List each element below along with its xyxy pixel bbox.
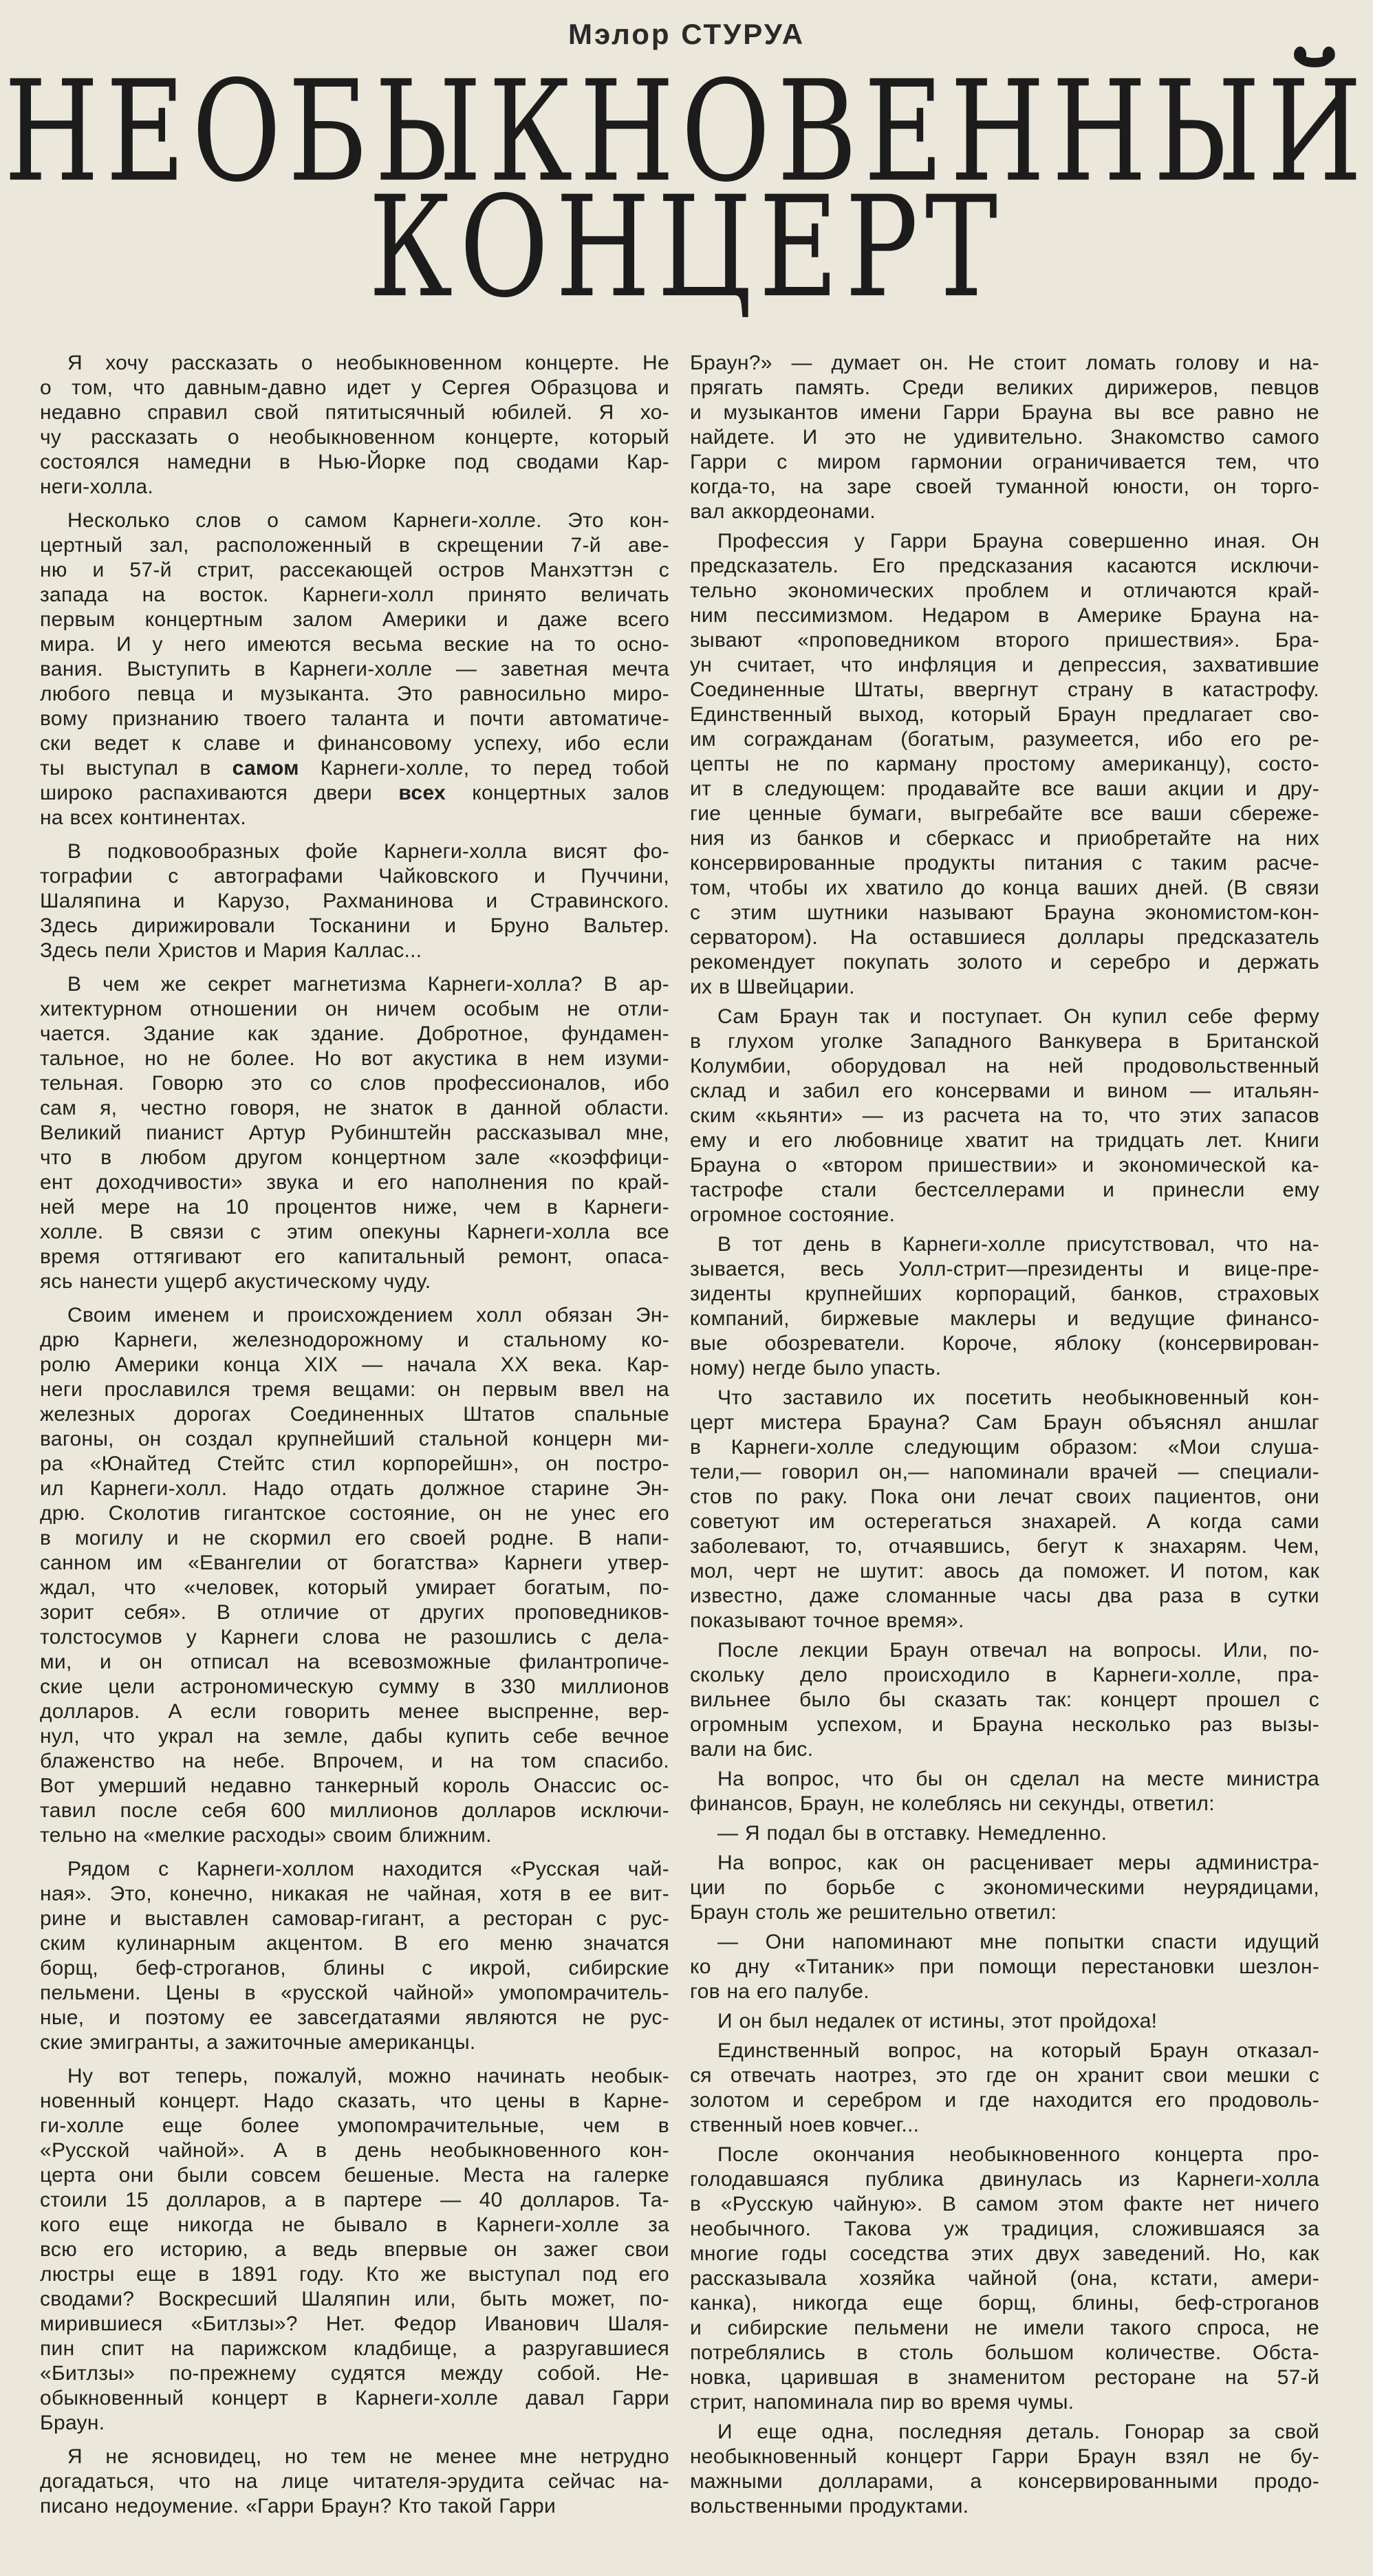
paragraph [690, 1851, 1319, 1925]
paragraph [40, 2445, 669, 2519]
text-line: догадаться, что на лице читателя-эрудита сейчас на- [40, 2470, 669, 2493]
paragraph [40, 2064, 669, 2436]
text-line: ные, и поэтому ее завсегдатаями являются не рус- [40, 2006, 669, 2029]
text-line: Брауна о «втором пришествии» и экономической ка- [690, 1154, 1319, 1177]
text-line: прягать память. Среди великих дирижеров, певцов [690, 376, 1319, 399]
paragraph [690, 2143, 1319, 2415]
text-line: чу рассказать о необыкновенном концерте, который [40, 426, 669, 449]
text-line: их в Швейцарии. [690, 976, 855, 998]
text-line: гов на его палубе. [690, 1980, 869, 2003]
text-line: Единственный выход, который Браун предлагает сво- [690, 703, 1319, 726]
text-line: серватором). На оставшиеся доллары предсказатель [690, 926, 1319, 949]
title-text-line-2: КОНЦЕРТ [368, 167, 1005, 329]
paragraph [40, 1857, 669, 2055]
paragraph [690, 2009, 1319, 2034]
text-line: в Карнеги-холле следующим образом: «Мои слуша- [690, 1436, 1319, 1459]
paragraph [690, 2039, 1319, 2138]
text-line: предсказатель. Его предсказания касаются исключи- [690, 555, 1319, 577]
text-line: вольственными продуктами. [690, 2495, 969, 2518]
text-line: Браун?» — думает он. Не стоит ломать голову и на- [690, 352, 1319, 374]
text-line: ским кулинарным акцентом. В его меню значатся [40, 1932, 669, 1955]
text-line: кого еще никогда не бывало в Карнеги-холле за [40, 2213, 669, 2236]
text-line: — Я подал бы в отставку. Немедленно. [717, 1822, 1107, 1845]
text-line: в глухом уголке Западного Ванкувера в Британской [690, 1030, 1319, 1053]
text-line: заболевают, то, отчаявшись, бегут к знахарям. Чем, [690, 1535, 1319, 1558]
text-line: ния из банков и сберкасс и приобретайте на них [690, 827, 1319, 850]
text-line: ски ведет к славе и финансовому успеху, ибо если [40, 732, 669, 755]
text-line: Соединенные Штаты, ввергнут страну в катастрофу. [690, 678, 1319, 701]
text-line: На вопрос, как он расценивает меры администра- [717, 1852, 1319, 1874]
text-line: ко дну «Титаник» при помощи перестановки шезлон- [690, 1955, 1319, 1978]
text-line: ясь нанести ущерб акустическому чуду. [40, 1270, 431, 1293]
text-line: писано недоумение. «Гарри Браун? Кто такой Гарри [40, 2495, 556, 2518]
text-line: Великий пианист Артур Рубинштейн рассказывал мне, [40, 1121, 669, 1144]
text-line: известно, даже сломанные часы два раза в сутки [690, 1585, 1319, 1607]
text-line: толстосумов у Карнеги слова не разошлись с дела- [40, 1626, 669, 1649]
text-line: И еще одна, последняя деталь. Гонорар за свой [717, 2421, 1319, 2443]
text-line: им согражданам (богатым, разумеется, ибо его ре- [690, 728, 1319, 751]
text-line: ми, и он отписал на всевозможные филантропиче- [40, 1651, 669, 1673]
text-line: ты выступал в самом Карнеги-холле, то перед тобой [40, 757, 669, 780]
text-line: стов по раку. Пока они лечат своих пациентов, они [690, 1485, 1319, 1508]
text-line: Вот умерший недавно танкерный король Онассис ос- [40, 1774, 669, 1797]
text-line: В чем же секрет магнетизма Карнеги-холла? В ар- [67, 973, 669, 996]
text-line: в «Русскую чайную». В самом этом факте нет ничего [690, 2193, 1319, 2215]
text-line: компаний, биржевые маклеры и ведущие финансо- [690, 1307, 1319, 1330]
text-line: тели,— говорил он,— напоминали врачей — специали- [690, 1461, 1319, 1483]
text-line: мирившиеся «Битлзы»? Нет. Федор Иванович Шаля- [40, 2312, 669, 2335]
text-line: гие ценные бумаги, выгребайте все ваши сбереже- [690, 802, 1319, 825]
text-line: Несколько слов о самом Карнеги-холле. Это кон- [67, 509, 669, 532]
text-line: канка), никогда еще борщ, блины, беф-строганов [690, 2292, 1319, 2315]
paragraph [690, 1232, 1319, 1381]
paragraph [690, 1821, 1319, 1846]
text-line: И он был недалек от истины, этот пройдоха! [717, 2010, 1158, 2032]
text-line: «Битлзы» по-прежнему судятся между собой. Не- [40, 2362, 669, 2385]
paragraph [690, 1638, 1319, 1762]
text-line: ему и его любовнице хватит на тридцать лет. Книги [690, 1129, 1319, 1152]
text-line: в могилу и не скормил его своей родне. В напи- [40, 1527, 669, 1549]
text-line: Ну вот теперь, пожалуй, можно начинать необык- [67, 2065, 669, 2087]
text-line: церта они были совсем бешеные. Места на галерке [40, 2164, 669, 2187]
text-line: В тот день в Карнеги-холле присутствовал, что на- [717, 1233, 1319, 1256]
text-line: зиденты крупнейших корпораций, банков, страховых [690, 1282, 1319, 1305]
text-line: вали на бис. [690, 1738, 814, 1761]
text-line: чается. Здание как здание. Добротное, фундамен- [40, 1022, 669, 1045]
text-line: ная». Это, конечно, никакая не чайная, хотя в ее вит- [40, 1882, 669, 1905]
text-line: тавил после себя 600 миллионов долларов исключи- [40, 1799, 669, 1822]
text-line: зорит себя». В отличие от других проповедников- [40, 1601, 669, 1624]
text-line: тельно на «мелкие расходы» своим ближним. [40, 1824, 492, 1847]
text-line: ским «кьянти» — из расчета на то, что этих запасов [690, 1104, 1319, 1127]
text-line: блаженство на небе. Впрочем, и на том спасибо. [40, 1750, 669, 1772]
text-line: — Они напоминают мне попытки спасти идущий [717, 1931, 1319, 1953]
text-line: ним пессимизмом. Недаром в Америке Брауна на- [690, 604, 1319, 627]
text-line: стрит, напоминала пир во время чумы. [690, 2391, 1074, 2414]
text-line: Единственный вопрос, на который Браун отказал- [717, 2039, 1319, 2062]
text-line: тальное, но не более. Но вот акустика в нем изуми- [40, 1047, 669, 1070]
text-line: Браун столь же решительно ответил: [690, 1901, 1057, 1924]
text-line: ному) негде было упасть. [690, 1357, 942, 1380]
paragraph [690, 529, 1319, 1000]
paragraph [40, 1303, 669, 1848]
text-line: ил Карнеги-холл. Надо отдать должное старине Эн- [40, 1477, 669, 1500]
text-line: ственный ноев ковчег... [690, 2114, 920, 2136]
text-line: борщ, беф-строганов, блины с икрой, сибирские [40, 1957, 669, 1979]
author-byline: Мэлор СТУРУА [567, 18, 806, 50]
text-line: Шаляпина и Карузо, Рахманинова и Стравинского. [40, 890, 669, 912]
text-line: стоили 15 долларов, а в партере — 40 долларов. Та- [40, 2189, 669, 2211]
text-line: состоялся намедни в Нью-Йорке под сводами Кар- [40, 451, 669, 473]
text-line: дрю. Сколотив гигантское состояние, он не унес его [40, 1502, 669, 1525]
text-line: рине и выставлен самовар-гигант, а ресторан с рус- [40, 1907, 669, 1930]
text-line: мира. И у него имеются весьма веские на то осно- [40, 633, 669, 656]
text-line: пин спит на парижском кладбище, а разругавшиеся [40, 2337, 669, 2360]
text-line: запада на восток. Карнеги-холл принято величать [40, 583, 669, 606]
article-body [0, 351, 1373, 2528]
text-line: Профессия у Гарри Брауна совершенно иная. Он [717, 530, 1319, 552]
text-line: многие годы соседства этих двух заведений. Но, как [690, 2242, 1319, 2265]
text-line: и музыкантов имени Гарри Брауна вы все равно не [690, 401, 1319, 424]
text-line: На вопрос, что бы он сделал на месте министра [717, 1768, 1319, 1790]
text-line: ции по борьбе с экономическими неурядицами, [690, 1876, 1319, 1899]
text-line: Я не ясновидец, но тем не менее мне нетрудно [67, 2445, 669, 2468]
text-line: ждал, что «человек, который умирает богатым, по- [40, 1576, 669, 1599]
text-line: новка, царившая в знаменитом ресторане на 57-й [690, 2366, 1319, 2389]
text-line: что в любом другом концертном зале «коэффици- [40, 1146, 669, 1169]
text-line: ент доходчивости» звука и его наполнения по край- [40, 1171, 669, 1194]
text-line: Своим именем и происхождением холл обязан Эн- [67, 1304, 669, 1327]
text-line: тельная. Говорю это со слов профессионалов, ибо [40, 1072, 669, 1095]
paragraph [690, 1386, 1319, 1633]
text-line: вал аккордеонами. [690, 500, 876, 523]
text-line: ся отвечать наотрез, это где он хранит свои мешки с [690, 2064, 1319, 2087]
text-line: голодавшаяся публика двинулась из Карнеги-холла [690, 2168, 1319, 2191]
text-line: ские цели астрономическую сумму в 330 миллионов [40, 1675, 669, 1698]
text-line: рекомендует покупать золото и серебро и держать [690, 951, 1319, 974]
title-text-line-1: НЕОБЫКНОВЕННЫЙ [3, 51, 1370, 213]
text-line: Сам Браун так и поступает. Он купил себе ферму [717, 1005, 1319, 1028]
text-line: о том, что давным-давно идет у Сергея Образцова и [40, 376, 669, 399]
text-line: дрю Карнеги, железнодорожному и стальному ко- [40, 1329, 669, 1351]
article-title [0, 51, 1373, 329]
paragraph [40, 972, 669, 1294]
text-line: сводами? Воскресший Шаляпин или, быть может, по- [40, 2288, 669, 2310]
text-line: Здесь дирижировали Тосканини и Бруно Вальтер. [40, 914, 669, 937]
text-line: Браун. [40, 2412, 105, 2434]
text-line: Я хочу рассказать о необыкновенном концерте. Не [67, 352, 669, 374]
text-line: зывают «проповедником второго пришествия». Бра- [690, 629, 1319, 652]
text-line: необыкновенный концерт Гарри Браун взял не бу- [690, 2445, 1319, 2468]
text-line: Колумбии, оборудовал на ней продовольственный [690, 1055, 1319, 1077]
paragraph [690, 2420, 1319, 2519]
text-line: всю его историю, а ведь впервые он зажег свои [40, 2238, 669, 2261]
text-line: неги-холла. [40, 475, 153, 498]
text-line: недавно справил свой пятитысячный юбилей. Я хо- [40, 401, 669, 424]
text-line: ролю Америки конца XIX — начала XX века. Кар- [40, 1353, 669, 1376]
text-line: После лекции Браун отвечал на вопросы. Или, по- [717, 1639, 1319, 1662]
text-line: время оттягивают его капитальный ремонт, опаса- [40, 1245, 669, 1268]
text-line: показывают точное время». [690, 1609, 964, 1632]
text-line: вильнее было бы сказать так: концерт прошел с [690, 1688, 1319, 1711]
text-line: сам я, честно говоря, не знаток в данной области. [40, 1097, 669, 1119]
text-line: и сибирские пельмени не имели такого спроса, не [690, 2317, 1319, 2339]
text-line: вагоны, он создал крупнейший стальной концерн ми- [40, 1428, 669, 1450]
text-line: обыкновенный концерт в Карнеги-холле давал Гарри [40, 2387, 669, 2409]
text-line: Что заставило их посетить необыкновенный кон- [717, 1386, 1319, 1409]
text-line: нул, что украл на земле, дабы купить себе вечное [40, 1725, 669, 1748]
text-line: санном им «Евангелии от богатства» Карнеги утвер- [40, 1552, 669, 1574]
left-column [40, 351, 669, 2528]
text-line: ней мере на 10 процентов ниже, чем в Карнеги- [40, 1196, 669, 1219]
text-line: зывается, весь Уолл-стрит—президенты и вице-пре- [690, 1258, 1319, 1280]
text-line: Здесь пели Христов и Мария Каллас... [40, 939, 422, 962]
text-line: склад и забил его консервами и вином — итальян- [690, 1080, 1319, 1102]
text-line: рассказывала хозяйка чайной (она, кстати, амери- [690, 2267, 1319, 2290]
text-line: железных дорогах Соединенных Штатов спальные [40, 1403, 669, 1426]
text-line: золотом и серебром и где находится его продоволь- [690, 2089, 1319, 2112]
text-line: новенный концерт. Надо сказать, что цены в Карне- [40, 2090, 669, 2112]
text-line: вания. Выступить в Карнеги-холле — заветная мечта [40, 658, 669, 680]
text-line: холле. В связи с этим опекуны Карнеги-холла все [40, 1221, 669, 1243]
text-line: долларов. А если говорить менее выспренне, вер- [40, 1700, 669, 1723]
text-line: хитектурном отношении он ничем особым не отли- [40, 998, 669, 1020]
text-line: пельмени. Цены в «русской чайной» умопомрачитель- [40, 1982, 669, 2004]
text-line: том, чтобы их хватило до конца ваших дней. (В связи [690, 877, 1319, 899]
text-line: ра «Юнайтед Стейтс стил корпорейшн», он постро- [40, 1452, 669, 1475]
text-line: на всех континентах. [40, 806, 247, 829]
text-line: люстры еще в 1891 году. Кто же выступал под его [40, 2263, 669, 2286]
text-line: советуют им остерегаться знахарей. А когда сами [690, 1510, 1319, 1533]
text-line: любого певца и музыканта. Это равносильно миро- [40, 683, 669, 705]
text-line: финансов, Браун, не колеблясь ни секунды, ответил: [690, 1792, 1215, 1815]
text-line: цертный зал, расположенный в скрещении 7-й аве- [40, 534, 669, 557]
text-line: необычного. Такова уж традиция, сложившаяся за [690, 2218, 1319, 2240]
text-line: потреблялись в столь большом количестве. Обста- [690, 2341, 1319, 2364]
text-line: После окончания необыкновенного концерта про- [717, 2143, 1319, 2166]
text-line: консервированные продукты питания с таким расче- [690, 852, 1319, 874]
text-line: ню и 57-й стрит, рассекающей остров Манхэттэн с [40, 559, 669, 581]
text-line: ун считает, что инфляция и депрессия, захватившие [690, 654, 1319, 676]
text-line: ит в следующем: продавайте все ваши акции и дру- [690, 777, 1319, 800]
text-line: огромным успехом, и Брауна несколько раз вызы- [690, 1713, 1319, 1736]
paragraph [40, 839, 669, 963]
text-line: Рядом с Карнеги-холлом находится «Русская чай- [67, 1858, 669, 1880]
paragraph [40, 508, 669, 830]
paragraph [690, 1005, 1319, 1227]
paragraph [690, 351, 1319, 524]
text-line: «Русской чайной». А в день необыкновенного кон- [40, 2139, 669, 2162]
text-line: ги-холле еще более умопомрачительные, чем в [40, 2114, 669, 2137]
text-line: тельно экономических проблем и отличаются край- [690, 579, 1319, 602]
text-line: с этим шутники называют Брауна экономистом-кон- [690, 901, 1319, 924]
text-line: первым концертным залом Америки и даже всего [40, 608, 669, 631]
text-line: тастрофе стали бестселлерами и принесли ему [690, 1179, 1319, 1201]
paragraph [690, 1767, 1319, 1816]
text-line: мол, черт не шутит: авось да поможет. И потом, как [690, 1560, 1319, 1582]
text-line: ские эмигранты, а зажиточные американцы. [40, 2031, 476, 2054]
text-line: вые обозреватели. Короче, яблоку (консервирован- [690, 1332, 1319, 1355]
text-line: В подковообразных фойе Карнеги-холла висят фо- [67, 840, 669, 863]
text-line: церт мистера Брауна? Сам Браун объяснял аншлаг [690, 1411, 1319, 1434]
text-line: найдете. И это не удивительно. Знакомство самого [690, 426, 1319, 449]
text-line: цепты не по карману простому американцу), состо- [690, 753, 1319, 775]
text-line: вому признанию твоего таланта и почти автоматиче- [40, 707, 669, 730]
text-line: тографии с автографами Чайковского и Пуччини, [40, 865, 669, 888]
text-line: огромное состояние. [690, 1203, 896, 1226]
text-line: мажными долларами, а консервированными продо- [690, 2470, 1319, 2493]
text-line: Гарри с миром гармонии ограничивается тем, что [690, 451, 1319, 473]
text-line: скольку дело происходило в Карнеги-холле, пра- [690, 1664, 1319, 1686]
right-column [690, 351, 1319, 2528]
text-line: широко распахиваются двери всех концертных залов [40, 782, 669, 804]
text-line: неги прославился тремя вещами: он первым ввел на [40, 1378, 669, 1401]
paragraph [40, 351, 669, 500]
paragraph [690, 1930, 1319, 2004]
text-line: когда-то, на заре своей туманной юности, он торго- [690, 475, 1319, 498]
